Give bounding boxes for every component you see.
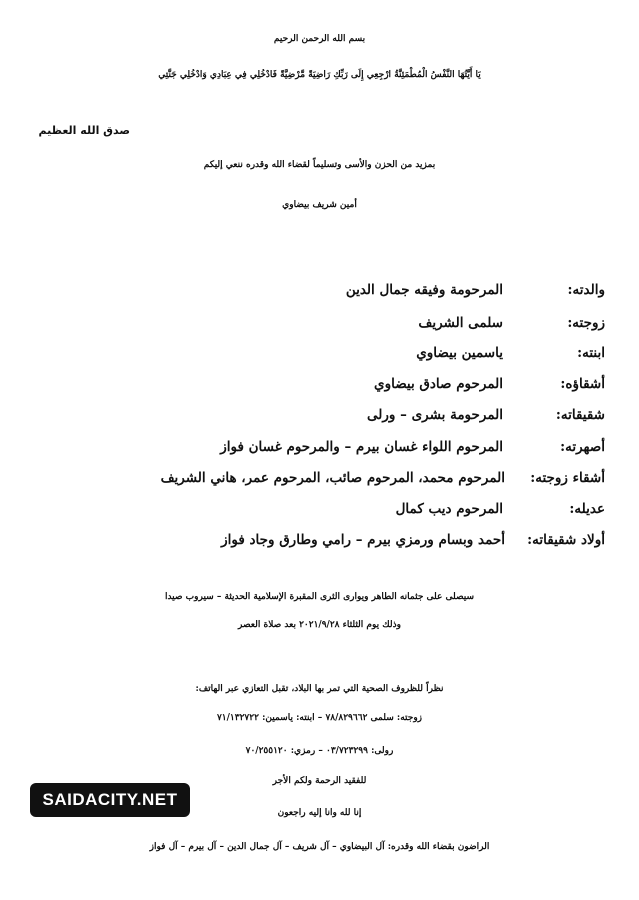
relative-row-nephews [45,532,605,558]
families-text: الراضون بقضاء الله وقدره: آل البيضاوي – آل شريف – آل جمال الدين – آل بيرم – آل فواز [149,842,490,852]
relative-row-daughter [45,345,605,371]
relative-value: المرحوم اللواء غسان بيرم – والمرحوم غسان فواز [220,439,503,455]
relative-label: أشقاء زوجته: [530,470,605,486]
condolence-notice: نظراً للظروف الصحية التي تمر بها البلاد، تقبل التعازي عبر الهاتف: [195,684,444,694]
deceased-name: أمين شريف بيضاوي [282,200,357,210]
relative-label: أصهرته: [560,439,605,455]
inna-lillah-text: إنا لله وانا إليه راجعون [277,808,362,818]
relative-label: أشقاؤه: [560,376,605,392]
relative-label: زوجته: [567,315,605,331]
relative-value: المرحومة بشرى – ورلى [367,407,503,423]
relative-value: سلمى الشريف [418,315,503,331]
relative-value: المرحوم صادق بيضاوي [374,376,503,392]
watermark-text: SAIDACITY.NET [42,790,178,809]
relative-value: المرحوم ديب كمال [395,501,503,517]
relative-row-brother-in-law [45,501,605,527]
relative-value: أحمد وبسام ورمزي بيرم – رامي وطارق وجاد فواز [221,532,505,548]
relative-row-sisters [45,407,605,433]
relative-row-mother [45,282,605,308]
relative-value: ياسمين بيضاوي [416,345,503,361]
relative-value: المرحوم محمد، المرحوم صائب، المرحوم عمر، هاني الشريف [160,470,505,486]
sadaq-allah-text: صدق الله العظيم [38,124,130,137]
mercy-text: للفقيد الرحمة ولكم الأجر [272,776,367,786]
funeral-prayer-text: سيصلى على جثمانه الطاهر ويوارى الثرى المقبرة الإسلامية الحديثة – سيروب صيدا [164,592,475,602]
relative-value: المرحومة وفيقه جمال الدين [345,282,503,298]
relative-label: عديله: [569,501,605,517]
relative-row-wife [45,315,605,341]
relative-label: أولاد شقيقاته: [527,532,605,548]
relative-row-brothers [45,376,605,402]
relative-row-wife-brothers [45,470,605,496]
condolence-phones-2: رولى: ٠٣/٧٢٣٢٩٩ – رمزي: ٧٠/٢٥٥١٢٠ [245,746,394,756]
relative-label: والدته: [567,282,605,298]
saidacity-watermark [30,783,190,817]
funeral-date-text: وذلك يوم الثلثاء ٢٠٢١/٩/٢٨ بعد صلاة العصر [238,620,401,630]
quran-verse: يَا أَيَّتُهَا النَّفْسُ الْمُطْمَئِنَّةُ ارْجِعِي إِلَى رَبِّكِ رَاضِيَةً مَّرْضِيَّةً فَادْخُلِي فِي عِبَادِي وَادْخُلِي جَنَّتِي [158,70,481,80]
relative-label: شقيقاته: [555,407,605,423]
relative-label: ابنته: [577,345,605,361]
relative-row-in-laws [45,439,605,465]
condolence-phones-1: زوجته: سلمى ٧٨/٨٢٩٦٦٢ – ابنته: ياسمين: ٧١/١٣٢٧٢٢ [216,713,423,723]
intro-text: بمزيد من الحزن والأسى وتسليماً لقضاء الله وقدره ننعي إليكم [203,160,436,170]
basmala: بسم الله الرحمن الرحيم [273,34,366,44]
